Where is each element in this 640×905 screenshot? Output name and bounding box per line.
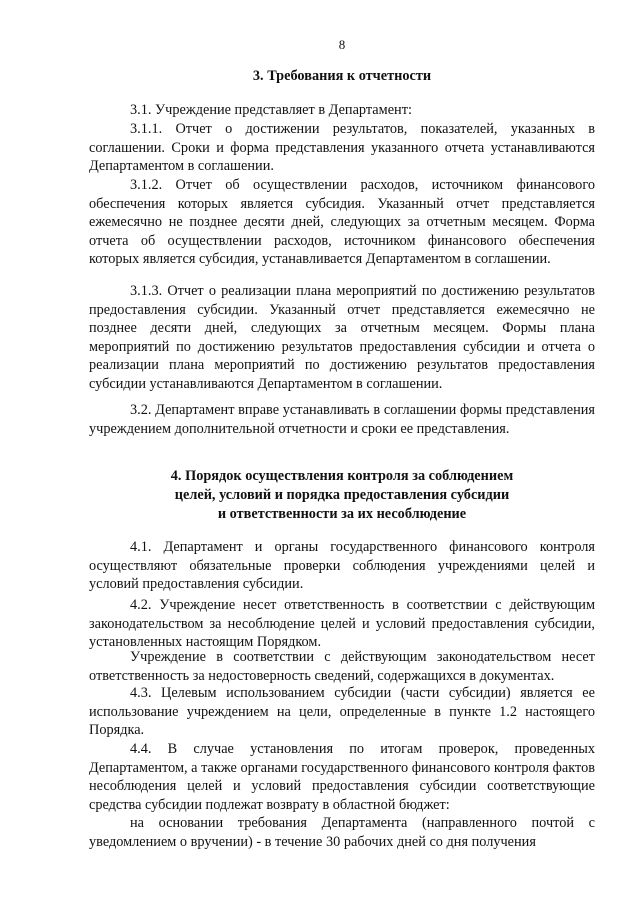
paragraph-4-3: 4.3. Целевым использованием субсидии (части субсидии) является ее использование учреждением на цели, определенные в пункте 1.2 настоящего Порядка. (89, 685, 595, 739)
paragraph-3-1-3: 3.1.3. Отчет о реализации плана мероприятий по достижению результатов предоставления субсидии. Указанный отчет представляется ежемесячно не позднее десяти дней, следующих за отчетным месяцем. Формы плана мероприятий по достижению результатов предоставления субсидии и отчета о реализации плана мероприятий по достижению результатов предоставления субсидии устанавливаются Департаментом в соглашении. (89, 283, 595, 392)
section-4-title-line: целей, условий и порядка предоставления субсидии (174, 487, 510, 503)
paragraph-4-2-liability: Учреждение в соответствии с действующим законодательством несет ответственность за недостоверность сведений, содержащихся в документах. (89, 649, 595, 684)
paragraph-3-1-2: 3.1.2. Отчет об осуществлении расходов, источником финансового обеспечения которых является субсидия. Указанный отчет представляется ежемесячно не позднее десяти дней, следующих за отчетным месяцем. Форма отчета об осуществлении расходов, источником финансового обеспечения которых является субсидия, устанавливается Департаментом в соглашении. (89, 177, 595, 268)
paragraph-3-1-1: 3.1.1. Отчет о достижении результатов, показателей, указанных в соглашении. Сроки и форма представления указанного отчета устанавливаются Департаментом в соглашении. (89, 121, 595, 175)
paragraph-4-1: 4.1. Департамент и органы государственного финансового контроля осуществляют обязательные проверки соблюдения учреждениями целей и условий предоставления субсидии. (89, 539, 595, 593)
section-4-title-line: 4. Порядок осуществления контроля за соблюдением (170, 468, 514, 484)
section-3-title: 3. Требования к отчетности (252, 68, 432, 84)
paragraph-3-2: 3.2. Департамент вправе устанавливать в соглашении формы представления учреждением дополнительной отчетности и сроки ее представления. (89, 402, 595, 437)
page-number: 8 (338, 37, 346, 52)
section-4-title (89, 467, 595, 524)
section-4-title-line: и ответственности за их несоблюдение (217, 506, 467, 522)
paragraph-4-4: 4.4. В случае установления по итогам проверок, проведенных Департаментом, а также органами государственного финансового контроля фактов несоблюдения целей и условий предоставления субсидии соответствующие средства субсидии подлежат возврату в областной бюджет: (89, 741, 595, 813)
paragraph-3-1: 3.1. Учреждение представляет в Департамент: (130, 102, 412, 118)
paragraph-4-2: 4.2. Учреждение несет ответственность в соответствии с действующим законодательством за несоблюдение целей и условий предоставления субсидии, установленных настоящим Порядком. (89, 597, 595, 651)
paragraph-4-4-refund: на основании требования Департамента (направленного почтой с уведомлением о вручении) - в течение 30 рабочих дней со дня получения (89, 815, 595, 850)
